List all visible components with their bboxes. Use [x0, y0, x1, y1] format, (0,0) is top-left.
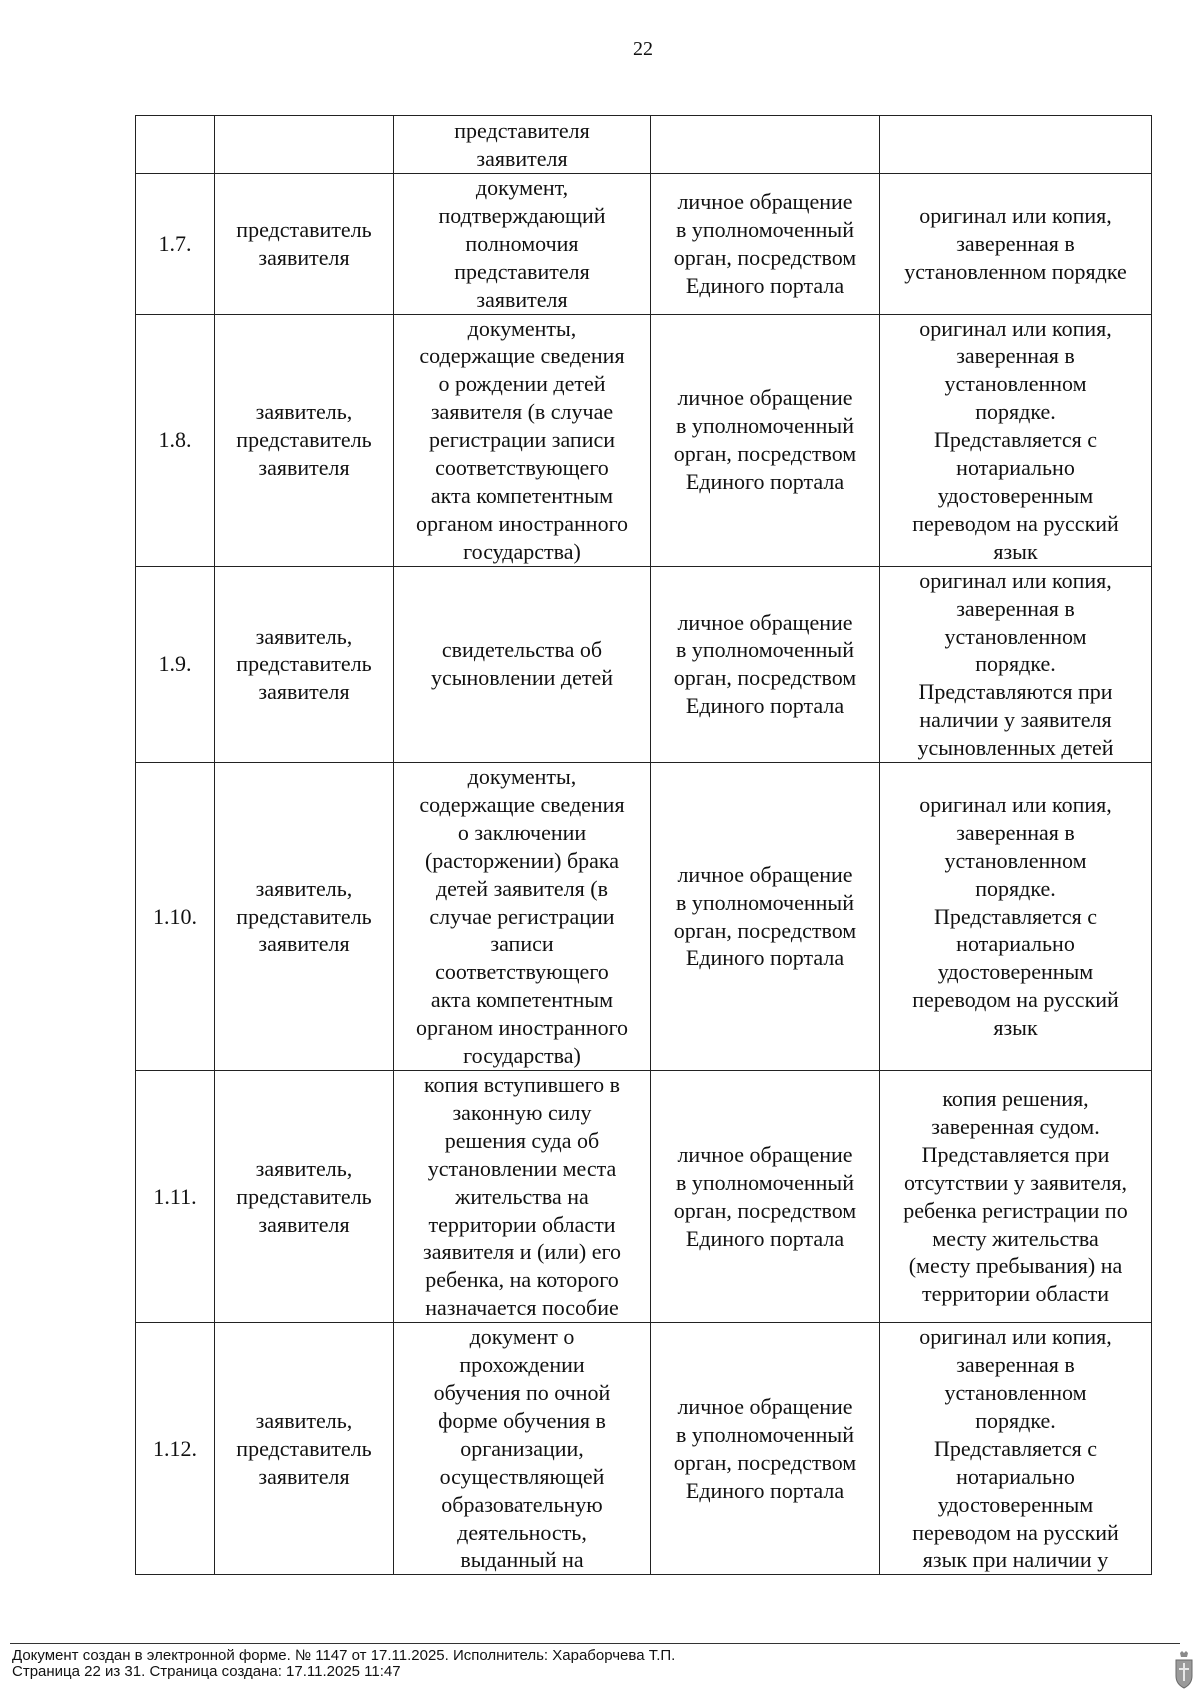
- document-cell: документы, содержащие сведения о заключении (расторжении) брака детей заявителя (в случае регистрации записи соответствующего акта компетентным органом иностранного государства): [394, 763, 651, 1071]
- table-row: [136, 763, 1152, 1071]
- footer-page-info: Страница 22 из 31. Страница создана: 17.11.2025 11:47: [12, 1663, 401, 1680]
- requirements-cell: [880, 116, 1152, 174]
- requirements-cell: оригинал или копия, заверенная в установленном порядке. Представляются при наличии у заявителя усыновленных детей: [880, 566, 1152, 762]
- table-row: [136, 1323, 1152, 1575]
- submission-method-cell: личное обращение в уполномоченный орган, посредством Единого портала: [651, 566, 880, 762]
- document-cell: документ, подтверждающий полномочия представителя заявителя: [394, 174, 651, 315]
- footer-document-info: Документ создан в электронной форме. № 1147 от 17.11.2025. Исполнитель: Хараборчева Т.П.: [12, 1647, 676, 1664]
- documents-table: [135, 115, 1152, 1575]
- row-number: 1.7.: [136, 174, 215, 315]
- submission-method-cell: личное обращение в уполномоченный орган, посредством Единого портала: [651, 314, 880, 566]
- table-row: [136, 566, 1152, 762]
- requirements-cell: оригинал или копия, заверенная в установленном порядке: [880, 174, 1152, 315]
- submitter-cell: представитель заявителя: [215, 174, 394, 315]
- requirements-cell: копия решения, заверенная судом. Представляется при отсутствии у заявителя, ребенка регистрации по месту жительства (месту пребывания) на территории области: [880, 1071, 1152, 1323]
- submitter-cell: заявитель, представитель заявителя: [215, 314, 394, 566]
- submitter-cell: заявитель, представитель заявителя: [215, 1323, 394, 1575]
- table-row: [136, 174, 1152, 315]
- document-cell: документ о прохождении обучения по очной форме обучения в организации, осуществляющей образовательную деятельность, выданный на: [394, 1323, 651, 1575]
- document-footer: [12, 1648, 675, 1680]
- table-row: [136, 116, 1152, 174]
- submitter-cell: заявитель, представитель заявителя: [215, 566, 394, 762]
- coat-of-arms-icon: [1173, 1650, 1195, 1690]
- submission-method-cell: личное обращение в уполномоченный орган, посредством Единого портала: [651, 1071, 880, 1323]
- requirements-cell: оригинал или копия, заверенная в установленном порядке. Представляется с нотариально удостоверенным переводом на русский язык при наличии у: [880, 1323, 1152, 1575]
- requirements-cell: оригинал или копия, заверенная в установленном порядке. Представляется с нотариально удостоверенным переводом на русский язык: [880, 314, 1152, 566]
- submitter-cell: [215, 116, 394, 174]
- submission-method-cell: [651, 116, 880, 174]
- document-cell: копия вступившего в законную силу решения суда об установлении места жительства на территории области заявителя и (или) его ребенка, на которого назначается пособие: [394, 1071, 651, 1323]
- submission-method-cell: личное обращение в уполномоченный орган, посредством Единого портала: [651, 1323, 880, 1575]
- row-number: 1.10.: [136, 763, 215, 1071]
- document-cell: документы, содержащие сведения о рождении детей заявителя (в случае регистрации записи соответствующего акта компетентным органом иностранного государства): [394, 314, 651, 566]
- row-number: [136, 116, 215, 174]
- row-number: 1.9.: [136, 566, 215, 762]
- footer-divider: [10, 1643, 1180, 1644]
- table-row: [136, 1071, 1152, 1323]
- table-row: [136, 314, 1152, 566]
- row-number: 1.8.: [136, 314, 215, 566]
- requirements-cell: оригинал или копия, заверенная в установленном порядке. Представляется с нотариально удостоверенным переводом на русский язык: [880, 763, 1152, 1071]
- row-number: 1.12.: [136, 1323, 215, 1575]
- document-cell: представителя заявителя: [394, 116, 651, 174]
- page-number: 22: [633, 38, 653, 60]
- submission-method-cell: личное обращение в уполномоченный орган, посредством Единого портала: [651, 174, 880, 315]
- submission-method-cell: личное обращение в уполномоченный орган, посредством Единого портала: [651, 763, 880, 1071]
- submitter-cell: заявитель, представитель заявителя: [215, 763, 394, 1071]
- document-cell: свидетельства об усыновлении детей: [394, 566, 651, 762]
- submitter-cell: заявитель, представитель заявителя: [215, 1071, 394, 1323]
- row-number: 1.11.: [136, 1071, 215, 1323]
